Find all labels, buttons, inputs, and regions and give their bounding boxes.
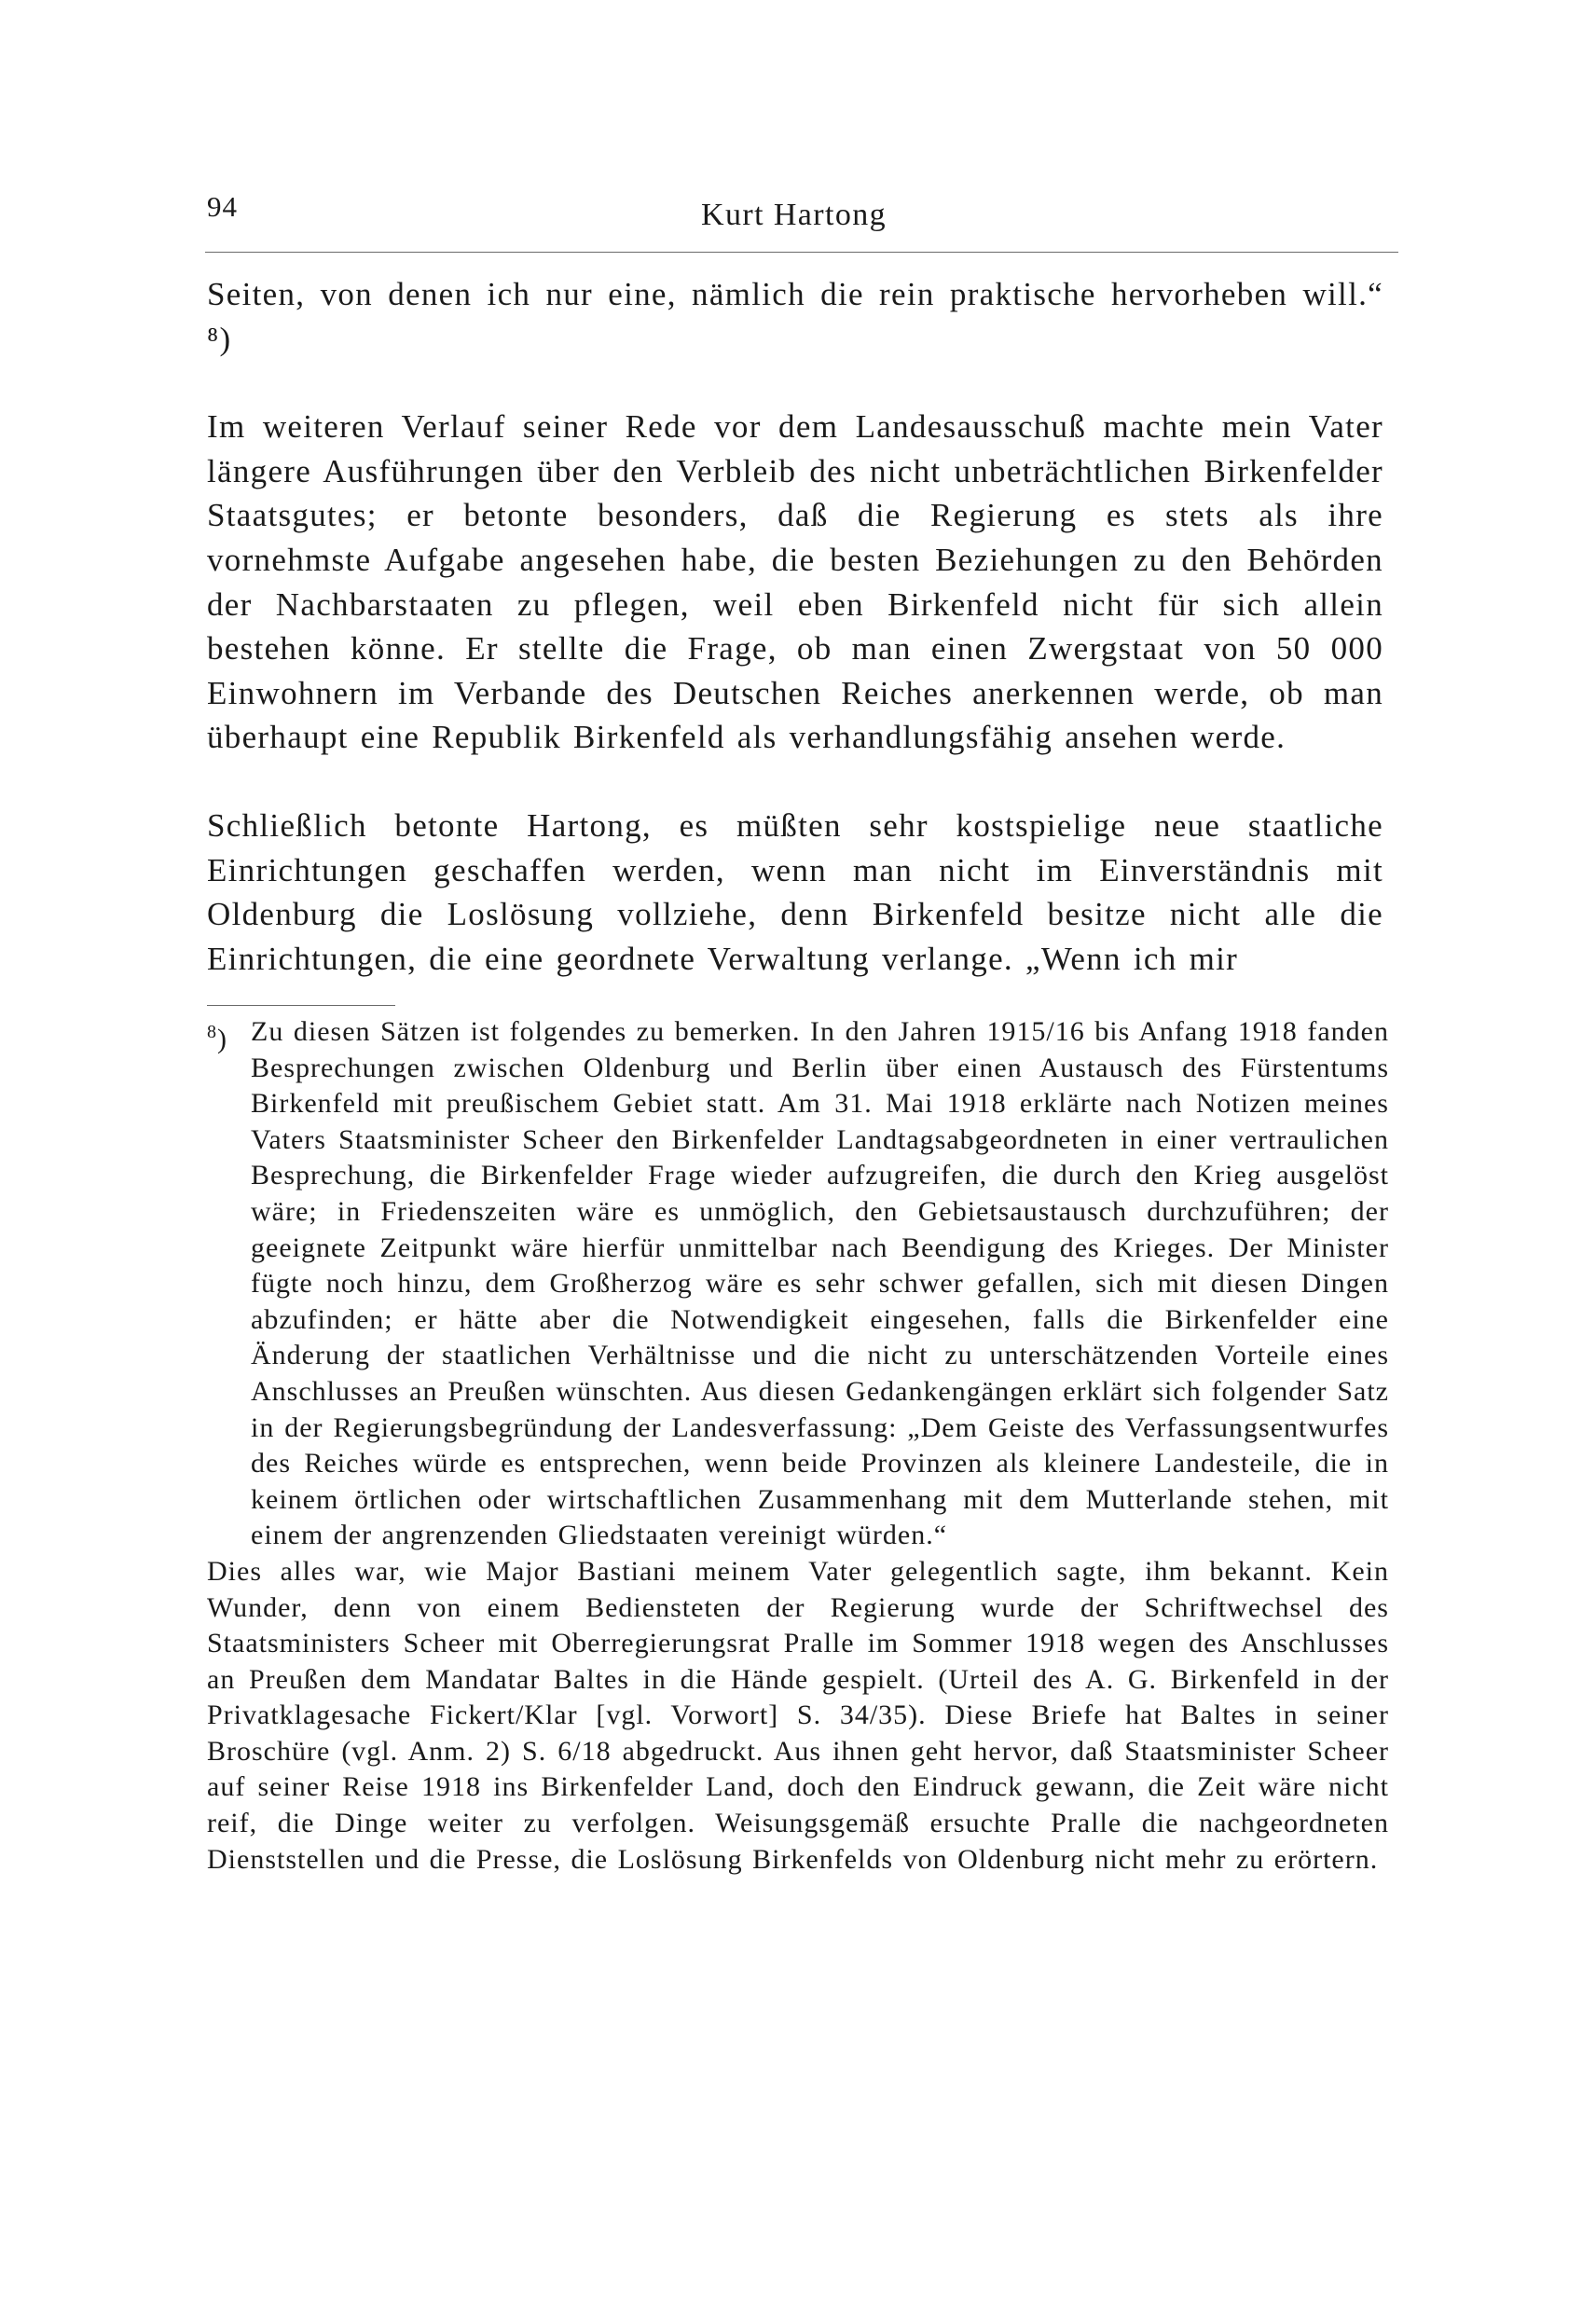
footnote-paragraph: Dies alles war, wie Major Bastiani meinem Vater gelegentlich sagte, ihm bekannt. Kein Wunder, denn von einem Bediensteten der Regierung wurde der Schriftwechsel des Staatsministers Scheer mit Oberregierungsrat Pralle im Sommer 1918 wegen des Anschlusses an Preußen dem Mandatar Baltes in die Hände gespielt. (Urteil des A. G. Birkenfeld in der Privatklagesache Fickert/Klar [vgl. Vorwort] S. 34/35). Diese Briefe hat Baltes in seiner Broschüre (vgl. Anm. 2) S. 6/18 abgedruckt. Aus ihnen geht hervor, daß Staatsminister Scheer auf seiner Reise 1918 ins Birkenfelder Land, doch den Eindruck gewann, die Zeit wäre nicht reif, die Dinge weiter zu verfolgen. Weisungsgemäß ersuchte Pralle die nachgeordneten Dienststellen und die Presse, die Loslösung Birkenfelds von Oldenburg nicht mehr zu erörtern. — [207, 1555, 1389, 1875]
footnotes — [207, 1014, 1389, 1878]
footnote-8 — [207, 1014, 1389, 1554]
body-paragraph: Im weiteren Verlauf seiner Rede vor dem Landesausschuß machte mein Vater längere Ausführungen über den Verbleib des nicht unbeträchtlichen Birkenfelder Staatsgutes; er betonte besonders, daß die Regierung es stets als ihre vornehmste Aufgabe angesehen habe, die besten Beziehungen zu den Behörden der Nachbarstaaten zu pflegen, weil eben Birkenfeld nicht für sich allein bestehen könne. Er stellte die Frage, ob man einen Zwergstaat von 50 000 Einwohnern im Verbande des Deutschen Reiches anerkennen werde, ob man überhaupt eine Republik Birkenfeld als verhandlungsfähig ansehen werde. — [207, 408, 1383, 756]
footnote-number: 8 — [207, 1022, 217, 1042]
body-paragraph: Schließlich betonte Hartong, es müßten sehr kostspielige neue staatliche Einrichtungen geschaffen werden, wenn man nicht im Einverständnis mit Oldenburg die Loslösung vollziehe, denn Birkenfeld besitze nicht alle die Einrichtungen, die eine geordnete Verwaltung verlange. „Wenn ich mir — [207, 806, 1383, 977]
page-number: 94 — [207, 190, 238, 223]
body-paragraph: Seiten, von denen ich nur eine, nämlich die rein praktische hervorheben will.“ ⁸) — [207, 276, 1383, 357]
running-head: Kurt Hartong — [701, 198, 887, 232]
main-text — [207, 272, 1383, 981]
page-header — [205, 190, 1398, 237]
footnote-marker-suffix: ) — [217, 1024, 227, 1054]
header-rule — [205, 252, 1398, 253]
footnote-8-continuation — [207, 1554, 1389, 1878]
footnote-marker — [207, 1014, 227, 1058]
footnote-rule — [207, 1005, 395, 1006]
footnote-paragraph: Zu diesen Sätzen ist folgendes zu bemerken. In den Jahren 1915/16 bis Anfang 1918 fanden Besprechungen zwischen Oldenburg und Berlin über einen Austausch des Fürstentums Birkenfeld mit preußischem Gebiet statt. Am 31. Mai 1918 erklärte nach Notizen meines Vaters Staatsminister Scheer den Birkenfelder Landtagsabgeordneten in einer vertraulichen Besprechung, die Birkenfelder Frage wieder aufzugreifen, die durch den Krieg ausgelöst wäre; in Friedenszeiten wäre es unmöglich, den Gebietsaustausch durchzuführen; der geeignete Zeitpunkt wäre hierfür unmittelbar nach Beendigung des Krieges. Der Minister fügte noch hinzu, dem Großherzog wäre es sehr schwer gefallen, sich mit diesen Dingen abzufinden; er hätte aber die Notwendigkeit eingesehen, falls die Birkenfelder eine Änderung der staatlichen Verhältnisse und die nicht zu unterschätzenden Vorteile eines Anschlusses an Preußen wünschten. Aus diesen Gedankengängen erklärt sich folgender Satz in der Regierungsbegründung der Landesverfassung: „Dem Geiste des Verfassungsentwurfes des Reiches würde es entsprechen, wenn beide Provinzen als kleinere Landesteile, die in keinem örtlichen oder wirtschaftlichen Zusammenhang mit dem Mutterlande stehen, mit einem der angrenzenden Gliedstaaten vereinigt würden.“ — [251, 1016, 1389, 1551]
